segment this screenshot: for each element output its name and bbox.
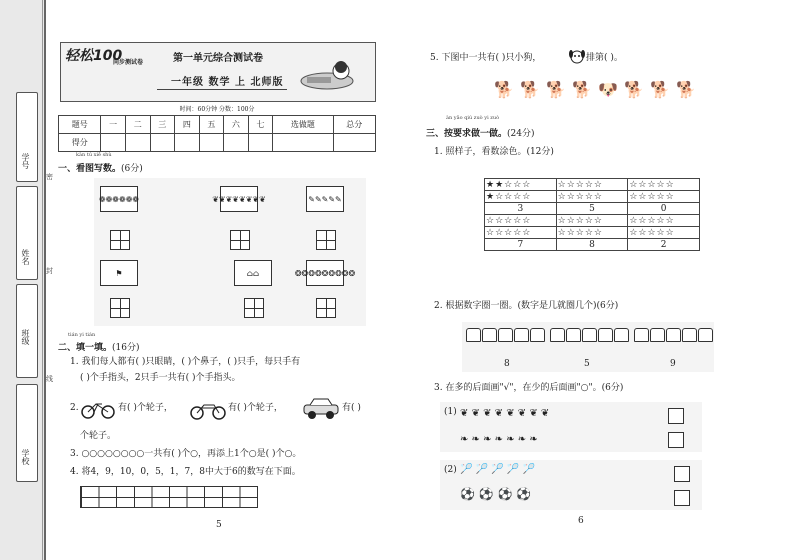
- pumpkins-picture: ❂❂❂❂❂❂❂❂❂: [306, 260, 344, 286]
- question-2-2-number: 2.: [70, 403, 79, 413]
- score-table: [58, 115, 376, 152]
- puppy-icon: 🐶: [598, 80, 618, 99]
- section2-heading: 二、填一填。(16分): [58, 343, 140, 353]
- class-box[interactable]: [16, 284, 38, 378]
- jar-group-3[interactable]: [634, 328, 714, 345]
- strawberries-picture: ❦❦❦❦❦❦❦❦: [220, 186, 258, 212]
- dog-icon: 🐕: [520, 80, 540, 99]
- table-row: [485, 203, 700, 215]
- question-2-1-line-a: 1. 我们每人都有( )只眼睛，( )个鼻子，( )只手，每只手有: [70, 357, 301, 367]
- answer-grid[interactable]: [110, 298, 130, 318]
- table-cell: 四: [175, 116, 200, 134]
- table-cell: 总分: [333, 116, 376, 134]
- question-3-1: 1. 照样子，看数涂色。(12分): [434, 147, 554, 157]
- score-input-cell[interactable]: [199, 134, 224, 152]
- answer-grid[interactable]: [316, 298, 336, 318]
- mushrooms-picture: ⌂⌂: [234, 260, 272, 286]
- star-cell[interactable]: ☆☆☆☆☆: [556, 227, 628, 239]
- table-cell: 选做题: [273, 116, 333, 134]
- table-cell: 七: [248, 116, 273, 134]
- question-3-2: 2. 根据数字圈一圈。(数字是几就圈几个)(6分): [434, 301, 619, 311]
- section2-pinyin: tián yi tián: [68, 332, 96, 338]
- sub-label-1: (1): [444, 407, 457, 417]
- student-id-box[interactable]: [16, 92, 38, 182]
- score-input-cell[interactable]: [224, 134, 249, 152]
- bicycle-wheels-text: 有( )个轮子，: [118, 403, 173, 413]
- car-wheels-text: 有( ): [342, 403, 361, 413]
- table-row: [485, 215, 700, 227]
- leaf-row-1: ❦ ❦ ❦ ❦ ❦ ❦ ❦ ❦: [460, 408, 550, 419]
- answer-checkbox[interactable]: [668, 432, 684, 448]
- star-count-label: 5: [556, 203, 628, 215]
- star-count-label: 8: [556, 239, 628, 251]
- answer-grid[interactable]: [110, 230, 130, 250]
- cut-mark-1: 密: [46, 173, 53, 181]
- shuttlecock-row: 🏸 🏸 🏸 🏸 🏸: [460, 464, 535, 475]
- sub-label-2: (2): [444, 465, 457, 475]
- table-row: [485, 227, 700, 239]
- header-banner: [60, 42, 376, 102]
- table-cell: 三: [150, 116, 175, 134]
- section3-heading: 三、按要求做一做。(24分): [426, 129, 535, 139]
- question-1-5: 5. 下图中一共有( )只小狗，: [430, 53, 542, 63]
- motorcycle-icon: [190, 398, 226, 420]
- dog-icon: 🐕: [650, 80, 670, 99]
- answer-checkbox[interactable]: [668, 408, 684, 424]
- answer-writing-strip[interactable]: [80, 486, 258, 508]
- star-cell[interactable]: ★☆☆☆☆: [485, 191, 557, 203]
- question-2-1-line-b: ( )个手指头，2只手一共有( )个手指头。: [80, 373, 241, 383]
- star-cell[interactable]: ☆☆☆☆☆: [628, 215, 700, 227]
- star-cell[interactable]: ☆☆☆☆☆: [628, 227, 700, 239]
- cut-mark-3: 线: [46, 375, 53, 383]
- score-input-cell[interactable]: [175, 134, 200, 152]
- score-input-cell[interactable]: [273, 134, 333, 152]
- table-cell: 六: [224, 116, 249, 134]
- strip-border: [44, 0, 46, 560]
- jar-group-1[interactable]: [466, 328, 546, 345]
- dog-icon: 🐕: [624, 80, 644, 99]
- score-table-header-row: [59, 116, 376, 134]
- score-input-cell[interactable]: [101, 134, 126, 152]
- mascot-icon: [297, 53, 367, 93]
- brand-logo: 轻松100 同步测试卷: [65, 48, 144, 66]
- pencils-picture: ✎✎✎✎✎: [306, 186, 344, 212]
- star-cell[interactable]: ☆☆☆☆☆: [556, 179, 628, 191]
- section1-heading: 一、看图写数。(6分): [58, 164, 143, 174]
- score-input-cell[interactable]: [150, 134, 175, 152]
- answer-grid[interactable]: [316, 230, 336, 250]
- car-icon: [302, 396, 340, 420]
- question-2-3: 3. ○○○○○○○○一共有( )个○，再添上1个○是( )个○。: [70, 449, 302, 459]
- compare-group-1-frame: [440, 402, 702, 452]
- motorcycle-wheels-text: 有( )个轮子，: [228, 403, 283, 413]
- star-cell[interactable]: ☆☆☆☆☆: [556, 191, 628, 203]
- student-id-label: 学号: [21, 153, 30, 169]
- star-cell[interactable]: ☆☆☆☆☆: [485, 215, 557, 227]
- dog-icon: 🐕: [494, 80, 514, 99]
- score-input-cell[interactable]: [333, 134, 376, 152]
- answer-grid[interactable]: [244, 298, 264, 318]
- page-number-left: 5: [216, 520, 222, 530]
- jar-group-2[interactable]: [550, 328, 630, 345]
- strip-divider: [42, 0, 43, 560]
- cut-mark-2: 封: [46, 267, 53, 275]
- star-coloring-table: [484, 178, 700, 251]
- dog-icon: 🐕: [676, 80, 696, 99]
- table-row: [485, 179, 700, 191]
- school-label: 学校: [21, 449, 30, 465]
- answer-grid[interactable]: [230, 230, 250, 250]
- section3-pinyin: àn yāo qiú zuò yi zuò: [446, 115, 500, 121]
- dog-icon: 🐕: [546, 80, 566, 99]
- question-2-4: 4. 将4，9，10，0，5，1，7，8中大于6的数写在下面。: [70, 467, 301, 477]
- answer-checkbox[interactable]: [674, 490, 690, 506]
- table-row: [485, 191, 700, 203]
- subtitle-underline: [157, 89, 287, 90]
- page-number-right: 6: [578, 516, 584, 526]
- jar-number-9: 9: [670, 359, 676, 369]
- star-cell[interactable]: ☆☆☆☆☆: [628, 191, 700, 203]
- name-box[interactable]: [16, 186, 38, 280]
- jar-number-5: 5: [584, 359, 590, 369]
- school-box[interactable]: [16, 384, 38, 482]
- exam-subtitle: 一年级 数学 上 北师版: [171, 77, 284, 88]
- puppy-icon: [568, 48, 586, 66]
- star-count-label: 2: [628, 239, 700, 251]
- table-cell: 题号: [59, 116, 101, 134]
- score-input-cell[interactable]: [248, 134, 273, 152]
- star-count-label: 0: [628, 203, 700, 215]
- leaf-row-2: ❧ ❧ ❧ ❧ ❧ ❧ ❧: [460, 434, 538, 445]
- class-label: 班级: [21, 329, 30, 345]
- question-1-5-rank: 排第( )。: [586, 53, 623, 63]
- table-cell: 得分: [59, 134, 101, 152]
- question-3-3: 3. 在多的后面画"√"，在少的后面画"○"。(6分): [434, 383, 624, 393]
- table-row: [485, 239, 700, 251]
- tomatoes-picture: ❁❁❁❁❁❁: [100, 186, 138, 212]
- star-cell[interactable]: ☆☆☆☆☆: [556, 215, 628, 227]
- answer-checkbox[interactable]: [674, 466, 690, 482]
- star-count-label: 7: [485, 239, 557, 251]
- exam-title: 第一单元综合测试卷: [173, 53, 263, 64]
- star-cell[interactable]: ★★☆☆☆: [485, 179, 557, 191]
- table-cell: 五: [199, 116, 224, 134]
- score-table-score-row: [59, 134, 376, 152]
- score-input-cell[interactable]: [125, 134, 150, 152]
- name-label: 姓名: [21, 249, 30, 265]
- jar-groups-frame: [462, 322, 714, 372]
- jar-number-8: 8: [504, 359, 510, 369]
- table-cell: 一: [101, 116, 126, 134]
- dog-icon: 🐕: [572, 80, 592, 99]
- bicycle-icon: [80, 398, 116, 420]
- section1-pinyin: kàn tú xiě shù: [76, 152, 112, 158]
- question-2-2-end: 个轮子。: [80, 431, 117, 441]
- table-cell: 二: [125, 116, 150, 134]
- section1-picture-frame: [94, 178, 366, 326]
- star-cell[interactable]: ☆☆☆☆☆: [628, 179, 700, 191]
- football-row: ⚽ ⚽ ⚽ ⚽: [460, 487, 532, 501]
- compare-group-2-frame: [440, 460, 702, 510]
- star-count-label: 3: [485, 203, 557, 215]
- flag-picture: ⚑: [100, 260, 138, 286]
- star-cell[interactable]: ☆☆☆☆☆: [485, 227, 557, 239]
- time-and-score: 时间：60分钟 分数：100分: [179, 106, 255, 113]
